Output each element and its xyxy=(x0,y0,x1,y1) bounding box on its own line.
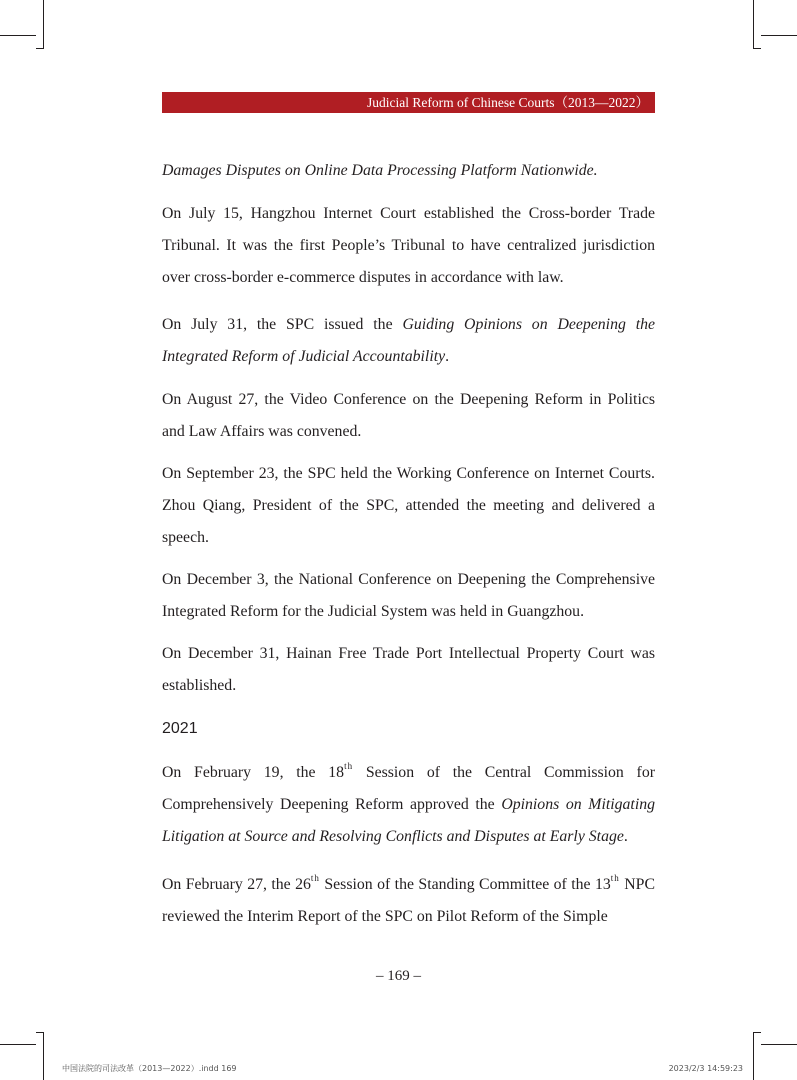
paragraph xyxy=(162,384,655,448)
paragraph xyxy=(162,309,655,373)
paragraph-text: On September 23, the SPC held the Working Conference on Internet Courts. Zhou Qiang, President of the SPC, attended the meeting and delivered a speech. xyxy=(162,465,655,546)
document-title: Opinions on Mitigating Litigation at Source and Resolving Conflicts and Disputes at Early Stage xyxy=(162,796,656,845)
crop-mark xyxy=(753,48,761,49)
paragraph xyxy=(162,458,655,554)
paragraph xyxy=(162,198,655,294)
running-header-title: Judicial Reform of Chinese Courts（2013—2022） xyxy=(367,95,649,110)
crop-mark xyxy=(761,35,797,36)
paragraph xyxy=(162,869,655,933)
running-header xyxy=(162,92,655,113)
paragraph-mid: Session of the Central Commission for Comprehensively Deepening Reform approved the xyxy=(162,764,655,813)
ordinal-suffix: th xyxy=(344,761,354,771)
crop-mark xyxy=(753,1032,754,1080)
slug-filename: 中国法院的司法改革（2013—2022）.indd 169 xyxy=(62,1064,237,1073)
paragraph-tail: . xyxy=(445,348,450,365)
paragraph-text: On December 31, Hainan Free Trade Port Intellectual Property Court was established. xyxy=(162,645,655,694)
paragraph xyxy=(162,638,655,702)
paragraph-lead: On July 31, the SPC issued the xyxy=(162,316,403,333)
year-heading: 2021 xyxy=(162,720,198,737)
paragraph-lead: On February 19, the 18 xyxy=(162,764,345,781)
paragraph-text: On December 3, the National Conference on Deepening the Comprehensive Integrated Reform for the Judicial System was held in Guangzhou. xyxy=(162,571,655,620)
page-number: – 169 – xyxy=(376,968,421,984)
crop-mark xyxy=(0,35,36,36)
paragraph-text: Damages Disputes on Online Data Processing Platform Nationwide. xyxy=(162,162,598,179)
crop-mark xyxy=(753,0,754,48)
document-title: Guiding Opinions on Deepening the Integrated Reform of Judicial Accountability xyxy=(162,316,656,365)
crop-mark xyxy=(43,0,44,48)
crop-mark xyxy=(36,1032,44,1033)
paragraph xyxy=(162,155,655,187)
paragraph xyxy=(162,564,655,628)
paragraph-lead: On February 27, the 26 xyxy=(162,876,311,893)
crop-mark xyxy=(36,48,44,49)
slug-timestamp: 2023/2/3 14:59:23 xyxy=(668,1064,743,1073)
paragraph-mid: Session of the Standing Committee of the 13 xyxy=(319,876,611,893)
crop-mark xyxy=(753,1032,761,1033)
paragraph-text: On August 27, the Video Conference on the Deepening Reform in Politics and Law Affairs was convened. xyxy=(162,391,655,440)
paragraph xyxy=(162,757,655,853)
paragraph-text: On July 15, Hangzhou Internet Court established the Cross-border Trade Tribunal. It was the first People’s Tribunal to have centralized jurisdiction over cross-border e-commerce disputes in accordance with law. xyxy=(162,205,655,286)
crop-mark xyxy=(761,1044,797,1045)
paragraph-tail: NPC reviewed the Interim Report of the SPC on Pilot Reform of the Simple xyxy=(162,876,655,925)
crop-mark xyxy=(0,1044,36,1045)
crop-mark xyxy=(43,1032,44,1080)
ordinal-suffix: th xyxy=(310,873,320,883)
ordinal-suffix: th xyxy=(610,873,620,883)
paragraph-tail: . xyxy=(623,828,628,845)
